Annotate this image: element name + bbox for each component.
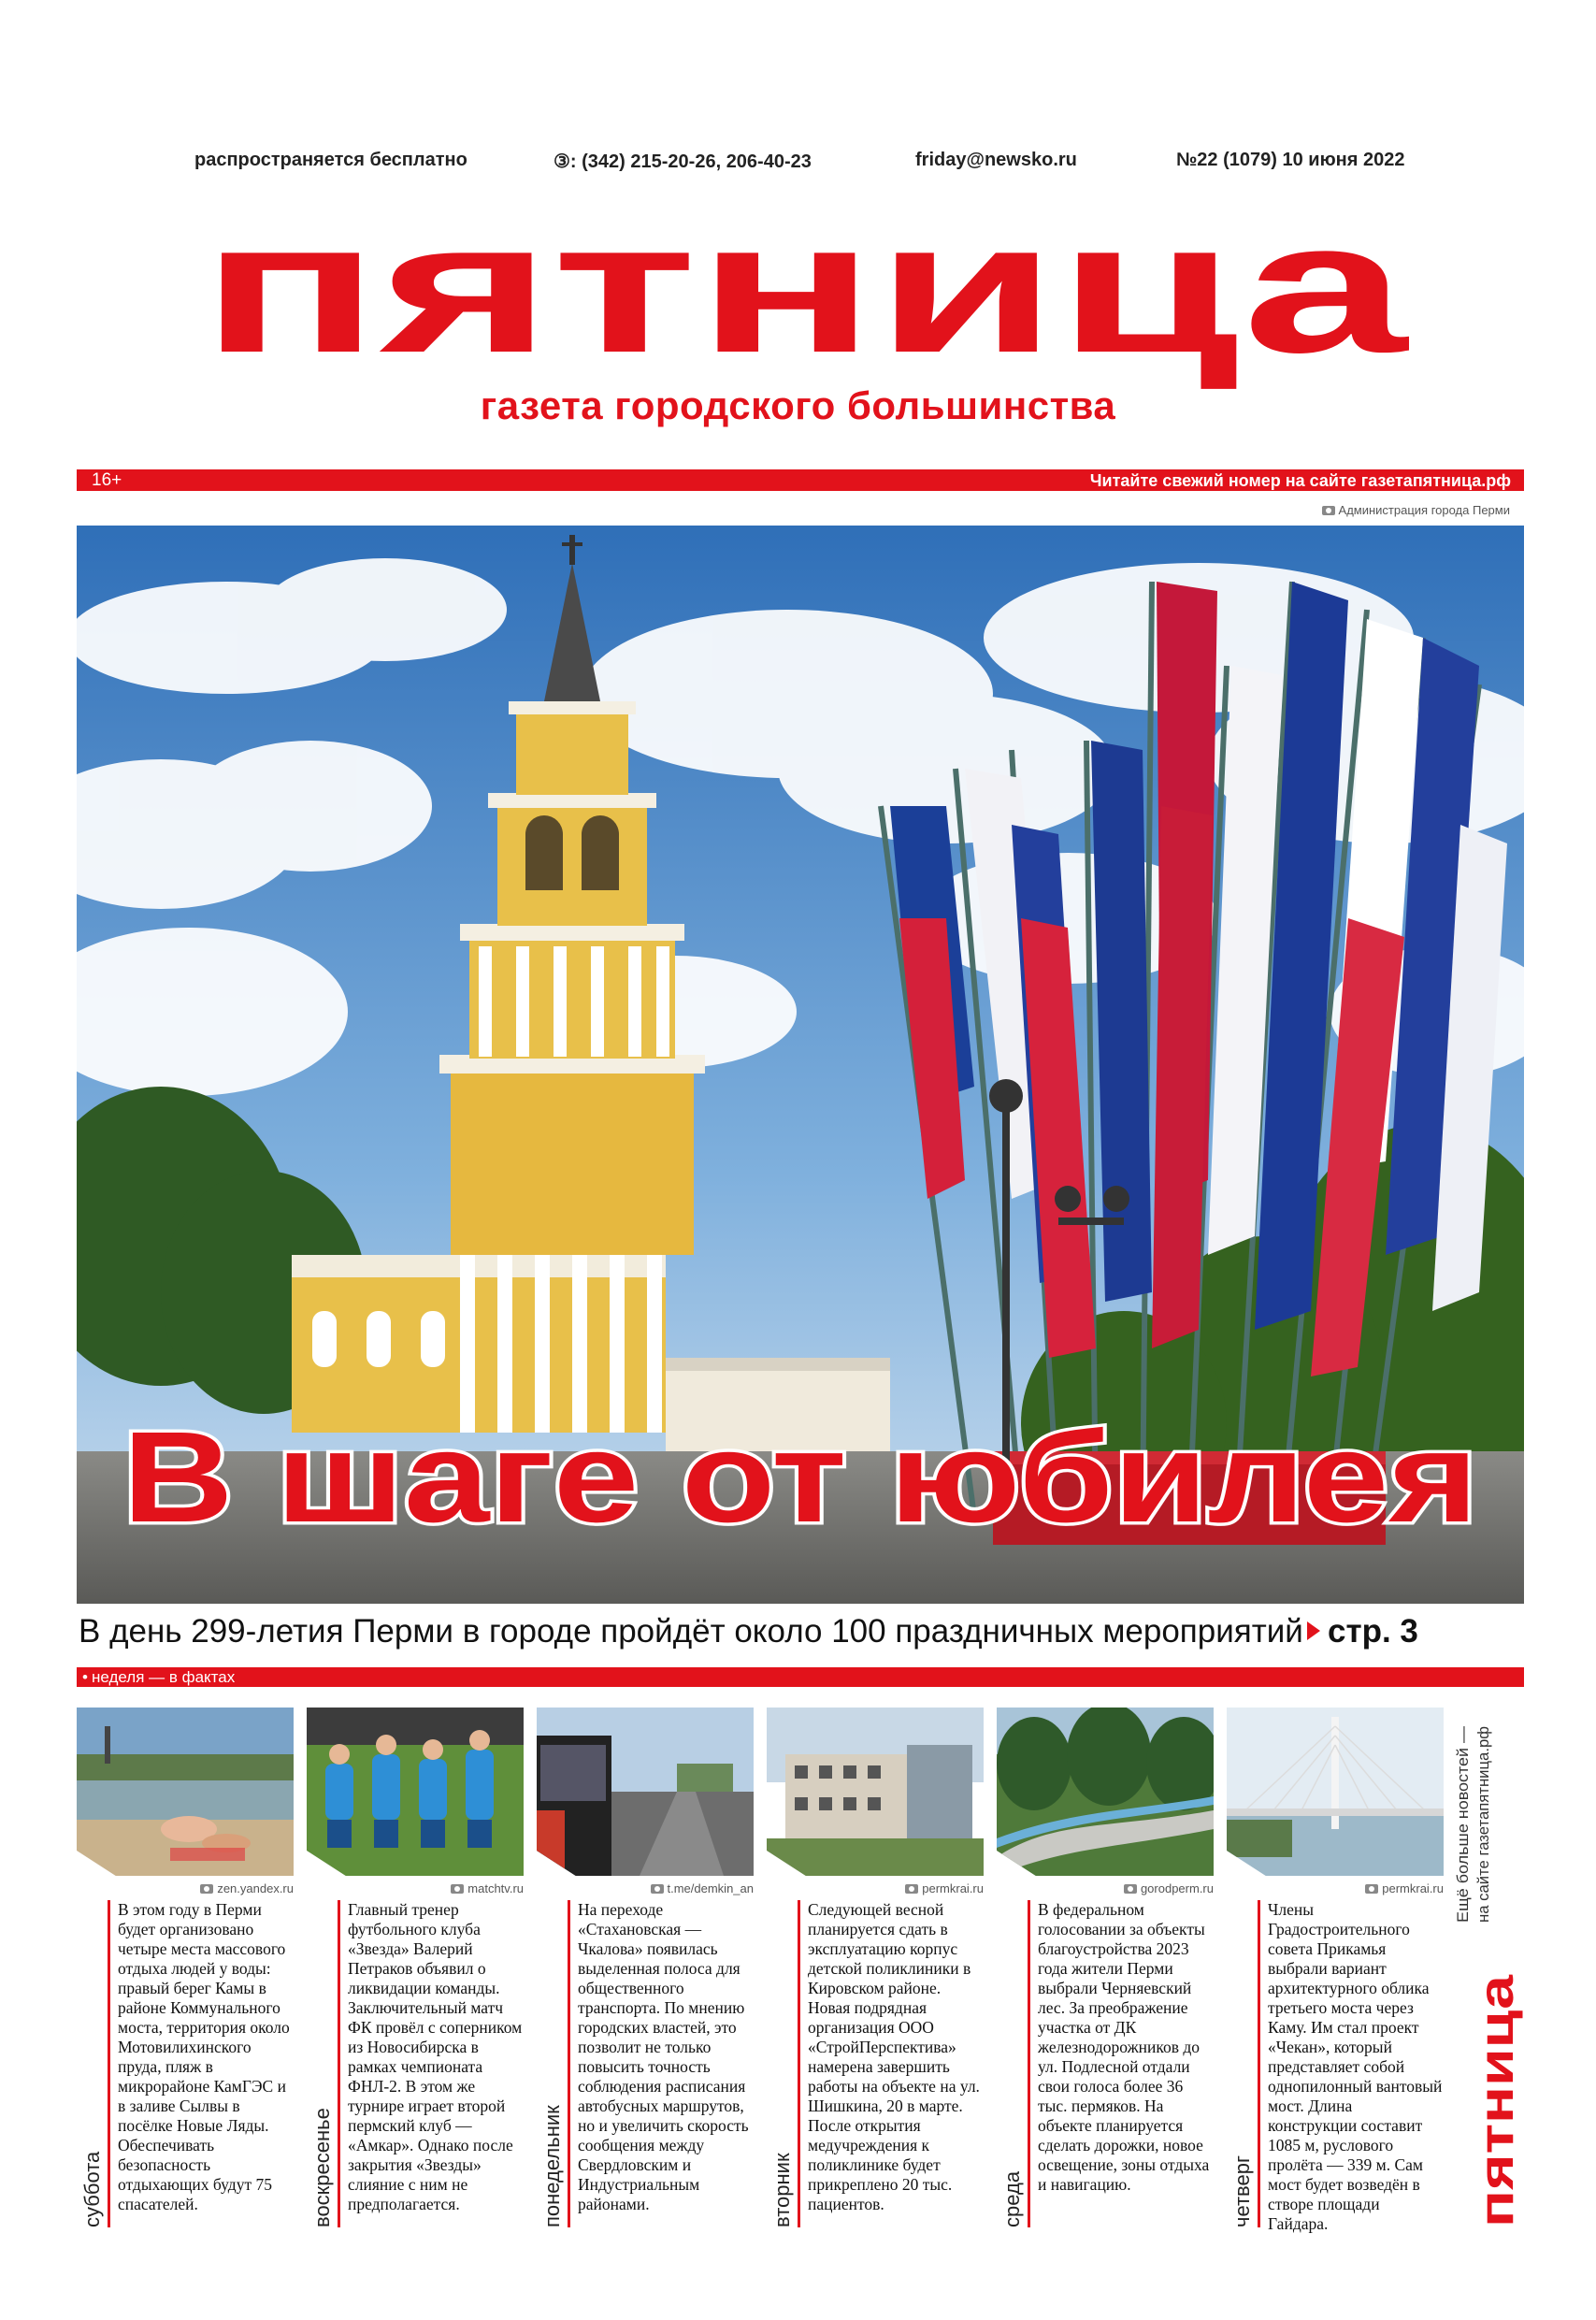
distribution-note: распространяется бесплатно [194, 150, 467, 170]
issue-number: №22 (1079) 10 июня 2022 [1176, 150, 1405, 170]
monday-credit: t.me/demkin_an [651, 1881, 755, 1895]
tuesday-credit: permkrai.ru [905, 1881, 984, 1895]
thursday-text: Члены Градостроительного совета Прикамья выбрали вариант архитектурного облика третьего моста через Каму. Им стал проект «Чекан», который представляет собой однопилонный вантовый мост. Длина конструкции составит 1085 м, руслового пролёта — 339 м. Сам мост будет возведён в створе площади Гайдара. [1268, 1900, 1443, 2233]
hero-photo [77, 526, 1524, 1604]
masthead-subtitle: газета городского большинства [480, 383, 1116, 427]
email-address[interactable]: friday@newsko.ru [915, 150, 1077, 170]
week-column-tuesday [767, 1708, 984, 2227]
age-rating: 16+ [92, 470, 122, 490]
tuesday-text: Следующей весной планируется сдать в эксплуатацию корпус детской поликлиники в Кировском районе. Новая подрядная организация ООО «СтройПерспектива» намерена завершить работы на объекте на ул. Шишкина, 20 в марте. После открытия медучреждения к поликлинике будет прикреплено 20 тыс. пациентов. [808, 1900, 980, 2213]
column-divider [108, 1900, 110, 2227]
week-section-label: неделя — в фактах [92, 1668, 236, 1686]
side-promo[interactable] [1447, 1717, 1524, 2227]
tuesday-photo [767, 1708, 984, 1876]
side-logo: пятница [1470, 2028, 1524, 2227]
day-label-saturday: суббота [80, 2151, 104, 2227]
lead-page-ref[interactable]: стр. 3 [1328, 1613, 1418, 1650]
monday-photo [537, 1708, 754, 1876]
camera-icon [1365, 1884, 1378, 1894]
camera-icon [905, 1884, 918, 1894]
week-column-wednesday [997, 1708, 1214, 2227]
week-news-columns [77, 1708, 1524, 2233]
camera-icon [200, 1884, 213, 1894]
saturday-photo [77, 1708, 294, 1876]
day-label-thursday: четверг [1230, 2155, 1254, 2227]
monday-text: На переходе «Стахановская — Чкалова» появилась выделенная полоса для общественного транспорта. По мнению городских властей, это позволит не только повысить точность соблюдения расписания автобусных маршрутов, но и увеличить скорость сообщения между Свердловским и Индустриальным районами. [578, 1900, 749, 2213]
hero-credit-text: Администрация города Перми [1338, 503, 1510, 517]
week-column-saturday [77, 1708, 294, 2227]
bullet-icon: • [82, 1668, 88, 1686]
camera-icon [451, 1884, 464, 1894]
thursday-photo [1227, 1708, 1444, 1876]
side-promo-line2: на сайте газетапятница.рф [1474, 1722, 1492, 1923]
wednesday-photo [997, 1708, 1214, 1876]
thursday-credit: permkrai.ru [1365, 1881, 1444, 1895]
camera-icon [1124, 1884, 1137, 1894]
column-divider [568, 1900, 570, 2227]
hero-title: В шаге от юбилея [122, 1405, 1478, 1549]
top-info-bar [77, 469, 1524, 491]
week-column-thursday [1227, 1708, 1444, 2233]
day-label-tuesday: вторник [770, 2153, 794, 2227]
camera-icon [651, 1884, 664, 1894]
week-section-bar [77, 1667, 1524, 1687]
sunday-photo [307, 1708, 524, 1876]
hero-photo-credit [1322, 503, 1510, 517]
masthead-logo-text: пятница [201, 183, 1410, 392]
phone-number: ③: (342) 215-20-26, 206-40-23 [554, 151, 812, 172]
sunday-credit: matchtv.ru [451, 1881, 524, 1895]
wednesday-text: В федеральном голосовании за объекты благоустройства 2023 года жители Перми выбрали Черняевский лес. За преображение участка от ДК железнодорожников до ул. Подлесной отдали свои голоса более 36 тыс. пермяков. На объекте планируется сделать дорожки, новое освещение, зоны отдыха и навигацию. [1038, 1900, 1210, 2194]
arrow-right-icon [1307, 1621, 1320, 1640]
day-label-monday: понедельник [540, 2105, 564, 2227]
week-column-sunday [307, 1708, 524, 2227]
read-online-note[interactable]: Читайте свежий номер на сайте газетапятница.рф [1089, 471, 1511, 490]
column-divider [1028, 1900, 1030, 2227]
column-divider [1258, 1900, 1260, 2227]
side-promo-graphic [1447, 1717, 1524, 2227]
lead-headline-text: В день 299-летия Перми в городе пройдёт около 100 праздничных мероприятий [79, 1613, 1303, 1650]
saturday-credit: zen.yandex.ru [200, 1881, 294, 1895]
camera-icon [1322, 506, 1335, 515]
day-label-wednesday: среда [1000, 2170, 1024, 2227]
week-column-monday [537, 1708, 754, 2227]
saturday-text: В этом году в Перми будет организовано четыре места массового отдыха людей у воды: правый берег Камы в районе Коммунального моста, территория около Мотовилихинского пруда, пляж в микрорайоне КамГЭС и в заливе Сылвы в посёлке Новые Ляды. Обеспечивать безопасность отдыхающих будут 75 спасателей. [118, 1900, 290, 2213]
hero-illustration [77, 526, 1524, 1604]
wednesday-credit: gorodperm.ru [1124, 1881, 1214, 1895]
column-divider [338, 1900, 340, 2227]
side-promo-line1: Ещё больше новостей — [1454, 1736, 1472, 1923]
day-label-sunday: воскресенье [310, 2108, 334, 2227]
sunday-text: Главный тренер футбольного клуба «Звезда» Валерий Петраков объявил о ликвидации команды. Заключительный матч ФК провёл с соперником из Новосибирска в рамках чемпионата ФНЛ-2. В этом же турнире играет второй пермский клуб — «Амкар». Однако после закрытия «Звезды» слияние с ним не предполагается. [348, 1900, 523, 2213]
column-divider [798, 1900, 800, 2227]
